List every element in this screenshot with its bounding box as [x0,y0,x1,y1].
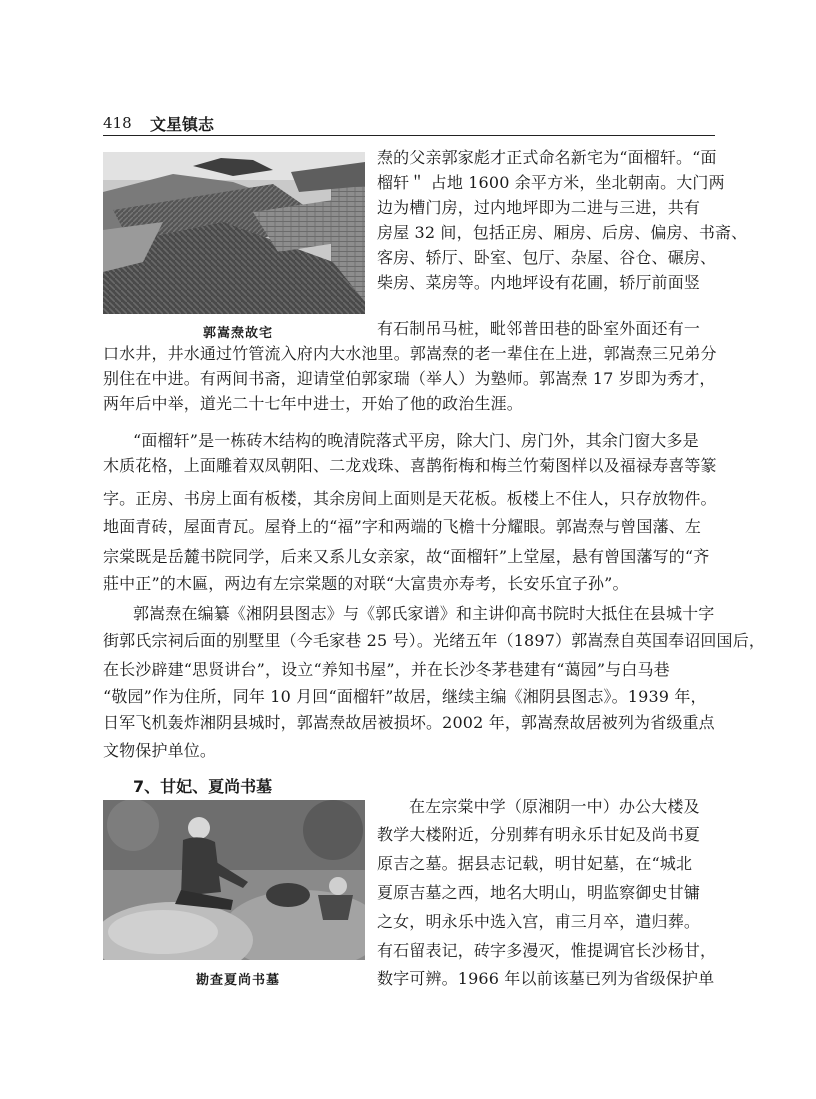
para1-line: 榴轩＂ 占地 1600 余平方米，坐北朝南。大门两 [377,173,725,192]
para2-line: 木质花格，上面雕着双凤朝阳、二龙戏珠、喜鹊衔梅和梅兰竹菊图样以及福禄寿喜等篆 [103,456,717,475]
para3-line: 在长沙辟建“思贤讲台”，设立“养知书屋”，并在长沙冬茅巷建有“蔼园”与白马巷 [103,660,670,679]
residence-photo-caption: 郭嵩焘故宅 [202,326,273,341]
para2-line: “面榴轩”是一栋砖木结构的晚清院落式平房，除大门、房门外，其余门窗大多是 [133,431,699,450]
para4-line: 之女，明永乐中选入宫，甫三月卒，遣归葬。 [377,912,701,931]
tomb-inspection-photo [103,800,365,960]
para2-line: 地面青砖，屋面青瓦。屋脊上的“福”字和两端的飞檐十分耀眼。郭嵩焘与曾国藩、左 [103,517,702,536]
para1-line: 边为槽门房，过内地坪即为二进与三进，共有 [377,198,701,217]
para3-line: 郭嵩焘在编纂《湘阴县图志》与《郭氏家谱》和主讲仰高书院时大抵住在县城十字 [133,604,715,623]
page-number: 418 [103,114,132,132]
para3-line: 日军飞机轰炸湘阴县城时，郭嵩焘故居被损坏。2002 年，郭嵩焘故居被列为省级重点 [103,713,715,732]
para4-line: 原吉之墓。据县志记载，明甘妃墓，在“城北 [377,854,693,873]
para2-line: 莊中正”的木匾，两边有左宗棠题的对联“大富贵亦寿考，长安乐宜子孙”。 [103,574,629,593]
para1-line: 别住在中进。有两间书斋，迎请堂伯郭家瑞（举人）为塾师。郭嵩焘 17 岁即为秀才， [103,369,716,388]
book-title: 文星镇志 [150,115,215,134]
running-header [103,111,715,137]
para4-line: 有石留表记，砖字多漫灭，惟提调官长沙杨甘， [377,941,717,960]
para4-line: 夏原吉墓之西，地名大明山，明监察御史甘镛 [377,883,701,902]
section-heading: 7、甘妃、夏尚书墓 [133,777,273,796]
para1-line: 焘的父亲郭家彪才正式命名新宅为“面榴轩。“面 [377,148,717,167]
para4-line: 在左宗棠中学（原湘阴一中）办公大楼及 [409,797,700,816]
para3-line: 街郭氏宗祠后面的别墅里（今毛家巷 25 号）。光绪五年（1897）郭嵩焘自英国奉诏回国后， [103,631,766,650]
para1-line: 房屋 32 间，包括正房、厢房、后房、偏房、书斋、 [377,223,748,242]
para1-line: 两年后中举，道光二十七年中进士，开始了他的政治生涯。 [103,394,523,413]
para2-line: 字。正房、书房上面有板楼，其余房间上面则是天花板。板楼上不住人，只存放物件。 [103,489,717,508]
para1-line: 有石制吊马桩，毗邻普田巷的卧室外面还有一 [377,319,701,338]
residence-photo [103,152,365,314]
para4-line: 数字可辨。1966 年以前该墓已列为省级保护单 [377,969,715,988]
para1-line: 客房、轿厅、卧室、包厅、杂屋、谷仓、碾房、 [377,248,717,267]
tomb-photo-caption: 勘查夏尚书墓 [195,973,280,988]
para1-line: 柴房、菜房等。内地坪设有花圃，轿厅前面竖 [377,273,701,292]
header-rule [103,135,715,136]
para3-line: “敬园”作为住所，同年 10 月回“面榴轩”故居，继续主编《湘阴县图志》。1939 年， [103,687,707,706]
para2-line: 宗棠既是岳麓书院同学，后来又系儿女亲家，故“面榴轩”上堂屋，悬有曾国藩写的“齐 [103,547,710,566]
para1-line: 口水井，井水通过竹管流入府内大水池里。郭嵩焘的老一辈住在上进，郭嵩焘三兄弟分 [103,344,717,363]
para4-line: 教学大楼附近，分别葬有明永乐甘妃及尚书夏 [377,825,701,844]
para3-line: 文物保护单位。 [103,741,217,760]
